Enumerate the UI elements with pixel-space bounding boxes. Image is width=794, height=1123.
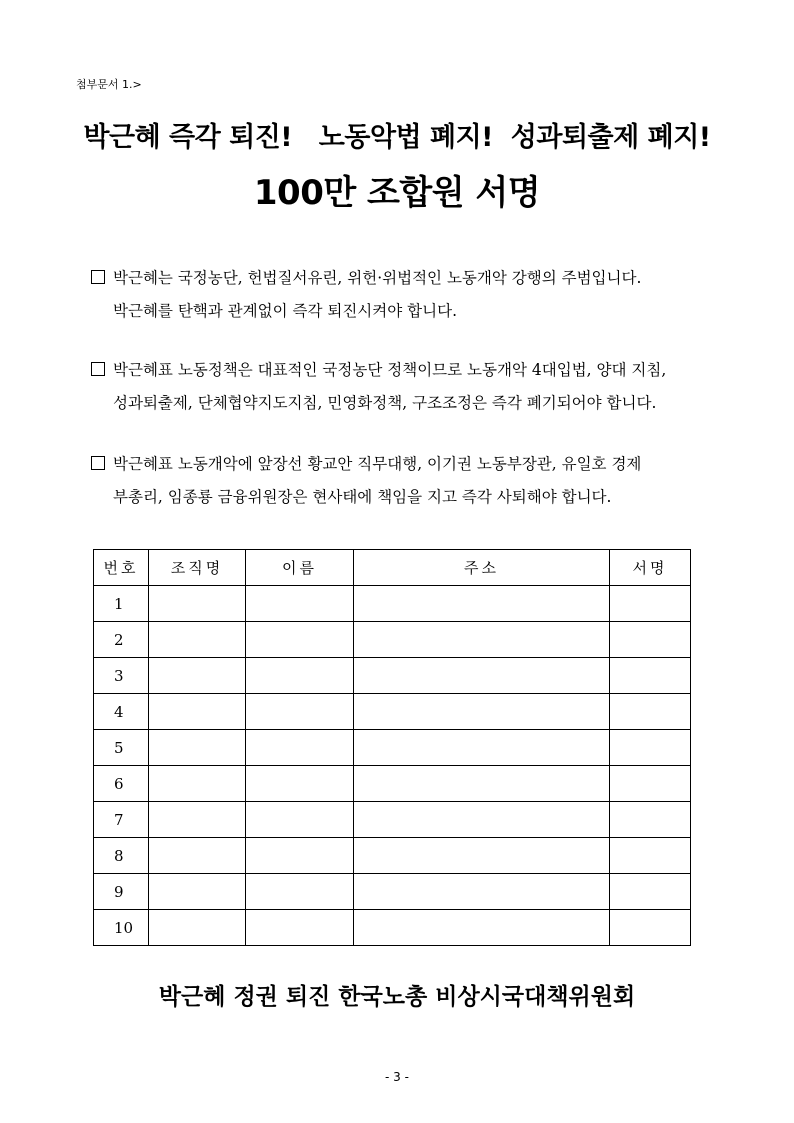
signature-table [93,549,691,946]
bullet-item-2 [91,354,731,420]
address-cell[interactable] [354,910,610,946]
organization-cell[interactable] [149,658,246,694]
bullet-3-line-1: 박근혜표 노동개악에 앞장선 황교안 직무대행, 이기권 노동부장관, 유일호 경제 [113,455,642,473]
checkbox-square-icon [91,456,105,470]
address-cell[interactable] [354,622,610,658]
organization-cell[interactable] [149,586,246,622]
header-number: 번호 [94,550,149,586]
signature-cell[interactable] [610,694,691,730]
organization-cell[interactable] [149,694,246,730]
table-row [94,838,691,874]
title-petition: 100만 조합원 서명 [253,173,541,213]
address-cell[interactable] [354,658,610,694]
table-row [94,766,691,802]
name-cell[interactable] [246,838,354,874]
name-cell[interactable] [246,622,354,658]
row-number: 4 [94,694,149,730]
row-number: 5 [94,730,149,766]
signature-cell[interactable] [610,874,691,910]
table-row [94,658,691,694]
row-number: 6 [94,766,149,802]
bullet-item-1 [91,262,731,328]
signature-cell[interactable] [610,658,691,694]
organization-cell[interactable] [149,730,246,766]
page-number: - 3 - [385,1070,409,1084]
name-cell[interactable] [246,658,354,694]
header-address: 주소 [354,550,610,586]
address-cell[interactable] [354,766,610,802]
address-cell[interactable] [354,802,610,838]
header-name: 이름 [246,550,354,586]
row-number: 7 [94,802,149,838]
header-signature: 서명 [610,550,691,586]
signature-cell[interactable] [610,910,691,946]
organization-cell[interactable] [149,910,246,946]
row-number: 1 [94,586,149,622]
table-row [94,622,691,658]
attachment-label: 첨부문서 1.> [76,78,142,91]
checkbox-square-icon [91,270,105,284]
table-row [94,694,691,730]
signature-cell[interactable] [610,802,691,838]
name-cell[interactable] [246,586,354,622]
table-row [94,586,691,622]
title-slogans: 박근혜 즉각 퇴진! 노동악법 폐지! 성과퇴출제 폐지! [83,122,711,153]
address-cell[interactable] [354,874,610,910]
address-cell[interactable] [354,838,610,874]
bullet-2-line-1: 박근혜표 노동정책은 대표적인 국정농단 정책이므로 노동개악 4대입법, 양대 지침, [113,361,667,379]
bullet-3-line-2: 부총리, 임종룡 금융위원장은 현사태에 책임을 지고 즉각 사퇴해야 합니다. [113,488,612,506]
name-cell[interactable] [246,766,354,802]
signature-cell[interactable] [610,730,691,766]
organization-cell[interactable] [149,802,246,838]
checkbox-square-icon [91,362,105,376]
row-number: 2 [94,622,149,658]
organization-cell[interactable] [149,874,246,910]
table-row [94,802,691,838]
signature-cell[interactable] [610,622,691,658]
row-number: 3 [94,658,149,694]
address-cell[interactable] [354,730,610,766]
bullet-1-line-1: 박근혜는 국정농단, 헌법질서유린, 위헌·위법적인 노동개악 강행의 주범입니다. [113,269,642,287]
bullet-1-line-2: 박근혜를 탄핵과 관계없이 즉각 퇴진시켜야 합니다. [113,302,457,320]
header-organization: 조직명 [149,550,246,586]
organization-cell[interactable] [149,622,246,658]
bullet-item-3 [91,448,731,514]
table-row [94,910,691,946]
row-number: 9 [94,874,149,910]
signature-cell[interactable] [610,838,691,874]
signature-cell[interactable] [610,586,691,622]
bullet-2-line-2: 성과퇴출제, 단체협약지도지침, 민영화정책, 구조조정은 즉각 폐기되어야 합니다. [113,394,657,412]
name-cell[interactable] [246,874,354,910]
organization-cell[interactable] [149,838,246,874]
organization-cell[interactable] [149,766,246,802]
name-cell[interactable] [246,802,354,838]
address-cell[interactable] [354,694,610,730]
row-number: 8 [94,838,149,874]
footer-organization: 박근혜 정권 퇴진 한국노총 비상시국대책위원회 [158,984,636,1010]
table-header-row [94,550,691,586]
signature-cell[interactable] [610,766,691,802]
name-cell[interactable] [246,730,354,766]
name-cell[interactable] [246,694,354,730]
table-row [94,874,691,910]
row-number: 10 [94,910,149,946]
name-cell[interactable] [246,910,354,946]
table-row [94,730,691,766]
address-cell[interactable] [354,586,610,622]
